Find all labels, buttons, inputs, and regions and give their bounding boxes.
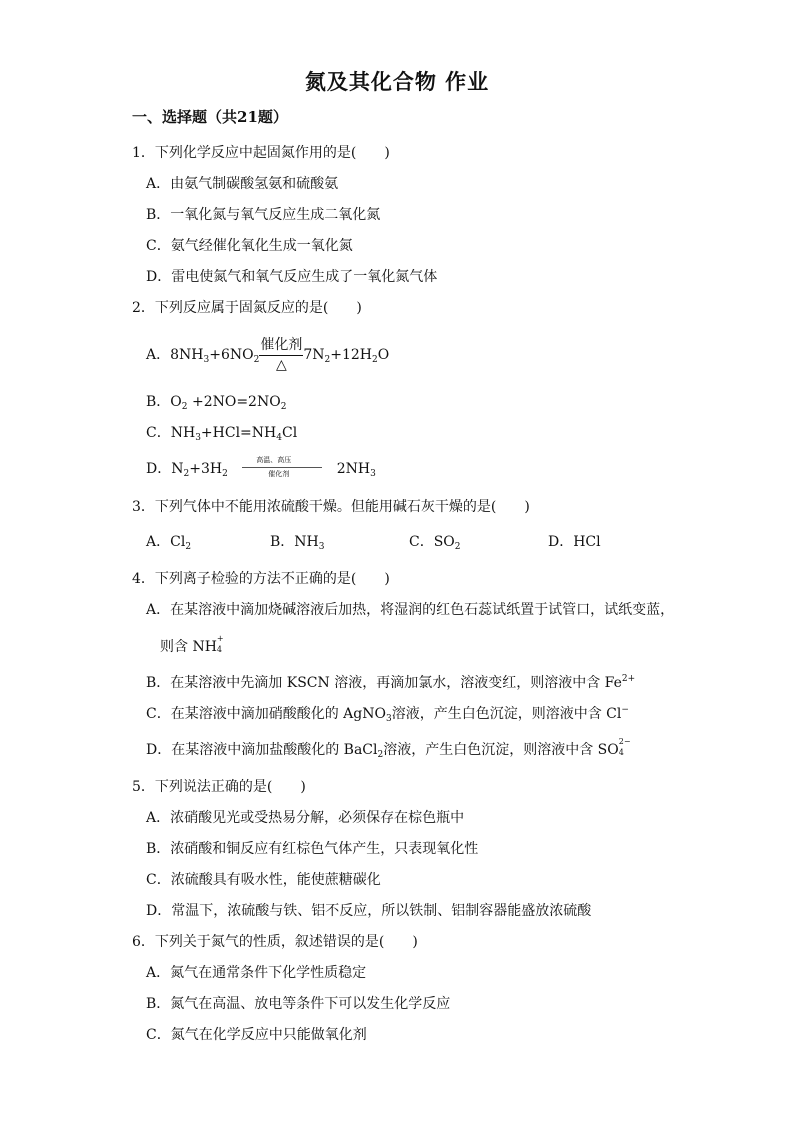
option-label: B． (146, 394, 171, 410)
option-label: D． (146, 461, 172, 477)
formula-part: +2NO=2NO (187, 394, 281, 410)
reaction-condition (259, 337, 303, 373)
option-label: A． (146, 347, 171, 363)
question-5-stem: 5．下列说法正确的是( ) (132, 779, 306, 795)
formula-part: Cl (281, 425, 298, 441)
question-1-option-b[interactable]: B．一氧化氮与氧气反应生成二氧化氮 (146, 207, 381, 223)
question-3-stem: 3．下列气体中不能用浓硫酸干燥。但能用碱石灰干燥的是( ) (132, 499, 530, 515)
question-1-option-d[interactable]: D．雷电使氮气和氧气反应生成了一氧化氮气体 (146, 269, 438, 285)
question-4-option-a-cont: 则含 NH + 4 (160, 634, 224, 655)
question-4-stem: 4．下列离子检验的方法不正确的是( ) (132, 571, 390, 587)
question-3-option-b[interactable]: B．$NH_3$ (270, 534, 325, 552)
question-4-option-a[interactable]: A．在某溶液中滴加烧碱溶液后加热，将湿润的红色石蕊试纸置于试管口，试纸变蓝， (146, 602, 675, 618)
question-2-option-a[interactable]: A．$8NH_3+6NO_2$ $\frac{\text{催化剂}}{\triangle}$ $7N_2+12H_2O$ (146, 344, 389, 364)
condition-catalyst: 催化剂 (268, 470, 290, 478)
question-3-option-c[interactable]: C．$SO_2$ (409, 534, 461, 552)
section-heading: 一、选择题（共21题） (132, 108, 288, 126)
question-3-option-d[interactable]: D．HCl (548, 534, 601, 550)
question-5-option-b[interactable]: B．浓硝酸和铜反应有红棕色气体产生，只表现氧化性 (146, 841, 479, 857)
formula-part: 7N (303, 347, 325, 363)
reversible-arrow (242, 467, 322, 468)
condition-catalyst: 催化剂 (260, 337, 303, 353)
question-5-option-c[interactable]: C．浓硫酸具有吸水性，能使蔗糖碳化 (146, 872, 381, 888)
question-2-stem: 2．下列反应属于固氮反应的是( ) (132, 300, 362, 316)
question-2-option-b[interactable]: B．$O_2 +2NO=2NO_2$ (146, 394, 287, 412)
formula-part: +6NO (209, 347, 254, 363)
question-6-option-a[interactable]: A．氮气在通常条件下化学性质稳定 (146, 965, 367, 981)
question-1-option-a[interactable]: A．由氨气制碳酸氢氨和硫酸氨 (146, 176, 339, 192)
question-4-option-b[interactable]: B．在某溶液中先滴加 KSCN 溶液，再滴加氯水，溶液变红，则溶液中含 $Fe^{2+}$ (146, 674, 636, 691)
question-5-option-d[interactable]: D．常温下，浓硫酸与铁、铝不反应，所以铁制、铝制容器能盛放浓硫酸 (146, 903, 592, 919)
formula-part: +HCl=NH (200, 425, 277, 441)
formula-part: +3H (189, 461, 223, 477)
question-2-option-c[interactable]: C．$NH_3+HCl=NH_4Cl$ (146, 425, 298, 443)
page-title: 氮及其化合物 作业 (304, 69, 490, 94)
formula-part: NH (170, 425, 196, 441)
question-6-option-b[interactable]: B．氮气在高温、放电等条件下可以发生化学反应 (146, 996, 451, 1012)
question-4-option-c[interactable]: C．在某溶液中滴加硝酸酸化的 AgNO$_3$溶液，产生白色沉淀，则溶液中含 Cl− (146, 705, 629, 724)
option-label: C． (146, 425, 171, 441)
question-6-stem: 6．下列关于氮气的性质，叙述错误的是( ) (132, 934, 418, 950)
formula-part: 8NH (170, 347, 204, 363)
formula-part: O (170, 394, 182, 410)
condition-heat: △ (275, 357, 287, 373)
question-4-option-d[interactable]: D．在某溶液中滴加盐酸酸化的 BaCl$_2$溶液，产生白色沉淀，则溶液中含 SO 2− 4 (146, 737, 631, 760)
question-6-option-c[interactable]: C．氮气在化学反应中只能做氧化剂 (146, 1027, 367, 1043)
reaction-condition (232, 456, 332, 478)
question-1-stem: 1．下列化学反应中起固氮作用的是( ) (132, 145, 390, 161)
formula-part: O (377, 347, 390, 363)
formula-part: N (171, 461, 184, 477)
formula-part: 2NH (336, 461, 371, 477)
question-1-option-c[interactable]: C．氨气经催化氧化生成一氧化氮 (146, 238, 353, 254)
question-5-option-a[interactable]: A．浓硝酸见光或受热易分解，必须保存在棕色瓶中 (146, 810, 465, 826)
condition-high-temp-pressure: 高温、高压 (256, 456, 292, 464)
question-2-option-d[interactable]: D．$N_2+3H_2$ 高温、高压 催化剂 $2NH_3$ (146, 456, 376, 479)
formula-part: +12H (330, 347, 373, 363)
question-3-option-a[interactable]: A．$Cl_2$ (146, 534, 192, 552)
